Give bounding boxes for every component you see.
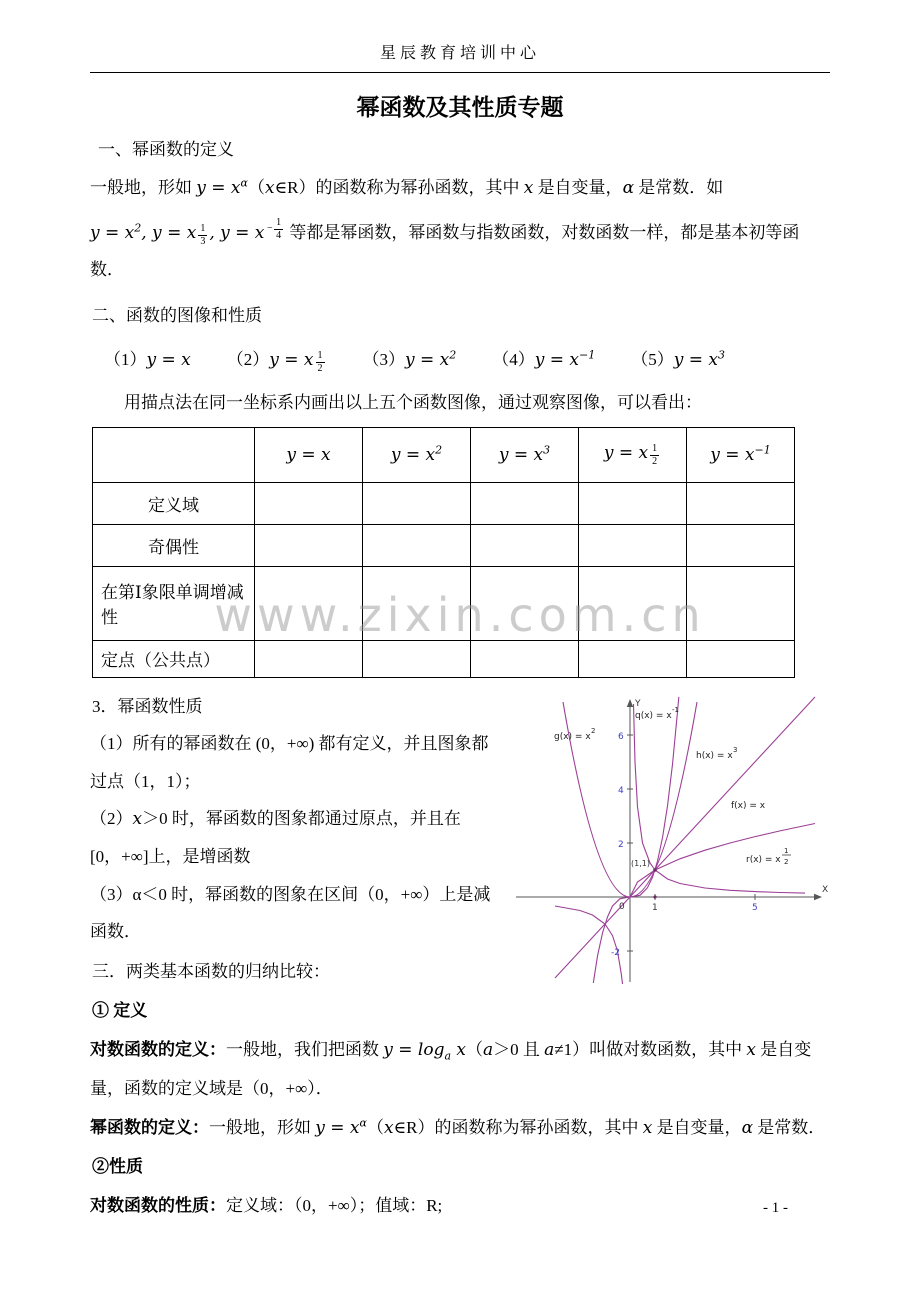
section-3-heading: 3．幂函数性质 (92, 696, 203, 716)
table-cell-empty (363, 566, 471, 640)
page-number: - 1 - (763, 1200, 788, 1216)
section-3-columns (90, 688, 830, 1030)
function-list (90, 342, 830, 379)
x-tick-5: 5 (752, 902, 758, 913)
x-tick-1: 1 (652, 902, 658, 913)
table-row (93, 482, 795, 524)
table-cell-empty (255, 566, 363, 640)
origin-label: 0 (619, 901, 625, 912)
table-header-y-x-neg1: $y = x^{-1}$ (687, 427, 795, 482)
y-tick-minus-2: -2 (611, 947, 620, 958)
y-axis-arrow-icon (627, 699, 633, 707)
watermark: www.zixin.com.cn (214, 588, 706, 642)
table-header-y-x3: $y = x^3$ (471, 427, 579, 482)
label-f-identity: f(x) = x (731, 800, 766, 811)
table-cell-empty (687, 566, 795, 640)
graph-image (510, 688, 830, 1030)
axes (516, 698, 820, 982)
table-row (93, 640, 795, 677)
table-cell-empty (579, 482, 687, 524)
section-1-heading: 一、幂函数的定义 (98, 140, 234, 159)
table-header-y-x2: $y = x^2$ (363, 427, 471, 482)
y-tick-4: 4 (618, 785, 624, 796)
function-item-1: （1）y = x (104, 349, 191, 370)
table-header-y-x-half: y = x 1 2 (579, 427, 687, 482)
curve-identity (555, 697, 815, 978)
table-cell-empty (363, 524, 471, 566)
function-item-3: $(3)y = x^2$ (362, 348, 457, 370)
label-g-x-squared: g(x) = x (554, 731, 591, 742)
properties-subheading: ②性质 (92, 1156, 143, 1176)
functions-properties-table (92, 427, 795, 678)
property-item-3: （3）α＜0 时，幂函数的图象在区间（0，+∞）上是减函数． (90, 884, 491, 942)
power-functions-plot (510, 692, 830, 987)
plot-instruction: 用描点法在同一坐标系内画出以上五个函数图像，通过观察图像，可以看出： (124, 392, 702, 412)
table-row (93, 566, 795, 640)
row-label-fixed-point: 定点（公共点） (93, 640, 255, 677)
label-r-denominator: 2 (784, 857, 789, 866)
label-r-square-root: r(x) = x (746, 854, 781, 865)
table-cell-empty (255, 482, 363, 524)
y-tick-6: 6 (618, 731, 624, 742)
y-tick-2: 2 (618, 839, 624, 850)
table-cell-empty (471, 640, 579, 677)
label-point-1-1: (1,1) (631, 858, 650, 868)
section-1-paragraph-1: 一般地，形如 $y = x^\alpha(x\in R)$的函数称为幂孙函数，其中 x 是自变量，α 是常数．如 (90, 176, 724, 199)
function-item-5: $(5)y = x^3$ (631, 348, 725, 370)
row-label-monotonicity: 在第Ⅰ象限单调增减性 (93, 566, 255, 640)
label-h-exponent: 3 (733, 745, 738, 754)
row-label-parity: 奇偶性 (93, 524, 255, 566)
table-corner-cell (93, 427, 255, 482)
property-item-2: （2）x＞0 时，幂函数的图象都通过原点，并且在[0，+∞]上，是增函数 (90, 808, 461, 867)
curve-reciprocal-left (555, 906, 623, 984)
table-cell-empty (363, 482, 471, 524)
definition-subheading: ① 定义 (92, 1000, 148, 1020)
table-cell-empty (363, 640, 471, 677)
point-1-0-dot (653, 895, 656, 898)
row-label-domain: 定义域 (93, 482, 255, 524)
table-cell-empty (471, 524, 579, 566)
table-cell-empty (255, 640, 363, 677)
label-q-reciprocal: q(x) = x (635, 710, 672, 721)
table-cell-empty (687, 524, 795, 566)
table-cell-empty (471, 566, 579, 640)
table-header-row (93, 427, 795, 482)
section-3-text-column (90, 688, 495, 1030)
property-item-1: （1）所有的幂函数在 (0，+∞) 都有定义，并且图象都过点（1，1）； (90, 734, 489, 791)
table-cell-empty (687, 640, 795, 677)
org-header: 星辰教育培训中心 (90, 40, 830, 73)
label-q-exponent: -1 (672, 705, 679, 714)
table-cell-empty (579, 566, 687, 640)
function-item-4: $(4)y = x^{-1}$ (492, 348, 596, 370)
power-function-definition: 幂函数的定义：一般地，形如 $y = x^\alpha(x\in R)$的函数称为幂孙函数，其中 x 是自变量，α 是常数． (90, 1116, 826, 1139)
table-header-y-x: y = x (255, 427, 363, 482)
label-h-x-cubed: h(x) = x (696, 750, 733, 761)
x-axis-arrow-icon (814, 894, 822, 900)
point-1-1-dot (653, 868, 657, 872)
log-function-definition: 对数函数的定义：一般地，我们把函数 $y = \log_a x(a>0$ 且 a≠1）叫做对数函数，其中 x 是自变量，函数的定义域是（0，+∞）． (90, 1040, 812, 1098)
y-axis-label: Y (635, 698, 641, 709)
x-axis-label: X (822, 884, 829, 895)
table-row (93, 524, 795, 566)
section-2-heading: 二、函数的图像和性质 (92, 305, 262, 325)
section-1-paragraph-2: $y = x^2$, y = x 1 3 , y = x − $\frac{1}{4}$ 等都是幂函数，幂函数与指数函数，对数函数一样，都是基本初等函数． (90, 216, 800, 280)
table-cell-empty (255, 524, 363, 566)
table-cell-empty (579, 524, 687, 566)
document-title: 幂函数及其性质专题 (356, 95, 564, 120)
function-item-2: （2）y = x 1 2 (226, 349, 323, 374)
table-cell-empty (579, 640, 687, 677)
label-r-numerator: 1 (784, 846, 789, 855)
table-cell-empty (687, 482, 795, 524)
section-4-heading: 三．两类基本函数的归纳比较： (92, 961, 330, 981)
table-cell-empty (471, 482, 579, 524)
log-function-properties: 对数函数的性质：定义域：（0，+∞）；值域：R; (90, 1195, 443, 1215)
label-g-exponent: 2 (591, 726, 596, 735)
